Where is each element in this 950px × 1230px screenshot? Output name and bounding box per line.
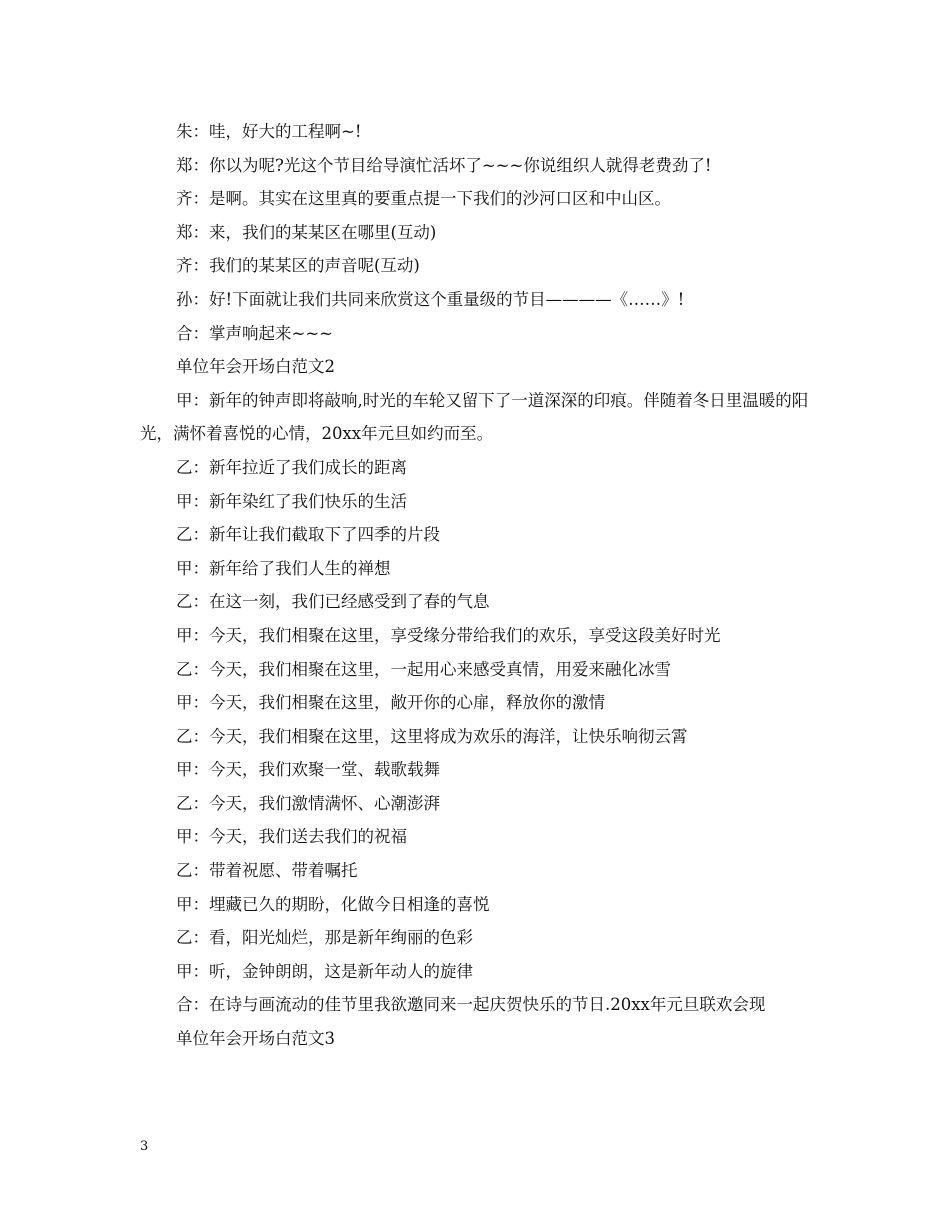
paragraph: 乙：在这一刻，我们已经感受到了春的气息 [176,592,490,612]
paragraph: 郑：来，我们的某某区在哪里(互动) [176,222,437,242]
paragraph: 甲：新年染红了我们快乐的生活 [176,491,407,511]
document-body [140,115,815,1056]
paragraph: 乙：带着祝愿、带着嘱托 [176,861,358,881]
paragraph: 乙：新年让我们截取下了四季的片段 [176,525,440,545]
paragraph: 乙：今天，我们相聚在这里，这里将成为欢乐的海洋，让快乐响彻云霄 [176,726,688,746]
paragraph: 甲：听，金钟朗朗，这是新年动人的旋律 [176,961,473,981]
section-heading: 单位年会开场白范文3 [176,1029,335,1049]
paragraph: 乙：新年拉近了我们成长的距离 [176,457,407,477]
paragraph: 甲：今天，我们相聚在这里，享受缘分带给我们的欢乐，享受这段美好时光 [176,625,721,645]
page-number: 3 [140,1139,149,1154]
paragraph: 乙：看，阳光灿烂，那是新年绚丽的色彩 [176,928,473,948]
paragraph: 甲：新年给了我们人生的禅想 [176,558,391,578]
paragraph: 甲：埋藏已久的期盼，化做今日相逢的喜悦 [176,894,490,914]
paragraph: 乙：今天，我们相聚在这里，一起用心来感受真情，用爱来融化冰雪 [176,659,671,679]
paragraph: 甲：今天，我们欢聚一堂、载歌载舞 [176,760,440,780]
paragraph: 孙：好!下面就让我们共同来欣赏这个重量级的节目————《……》! [176,289,685,309]
paragraph: 乙：今天，我们激情满怀、心潮澎湃 [176,793,440,813]
paragraph: 齐：我们的某某区的声音呢(互动) [176,256,420,276]
paragraph: 合：在诗与画流动的佳节里我欲邀同来一起庆贺快乐的节日.20xx年元旦联欢会现 [176,995,766,1015]
paragraph: 甲：今天，我们相聚在这里，敞开你的心扉，释放你的激情 [176,693,605,713]
paragraph: 郑：你以为呢?光这个节目给导演忙活坏了~~~你说组织人就得老费劲了! [176,155,712,175]
paragraph: 齐：是啊。其实在这里真的要重点提一下我们的沙河口区和中山区。 [176,189,671,209]
paragraph: 甲：新年的钟声即将敲响,时光的车轮又留下了一道深深的印痕。伴随着冬日里温暖的阳光，满怀着喜悦的心情，20xx年元旦如约而至。 [140,390,809,444]
paragraph: 甲：今天，我们送去我们的祝福 [176,827,407,847]
paragraph: 朱：哇，好大的工程啊~! [176,122,362,141]
paragraph: 合：掌声响起来~~~ [176,323,333,343]
section-heading: 单位年会开场白范文2 [176,357,335,377]
